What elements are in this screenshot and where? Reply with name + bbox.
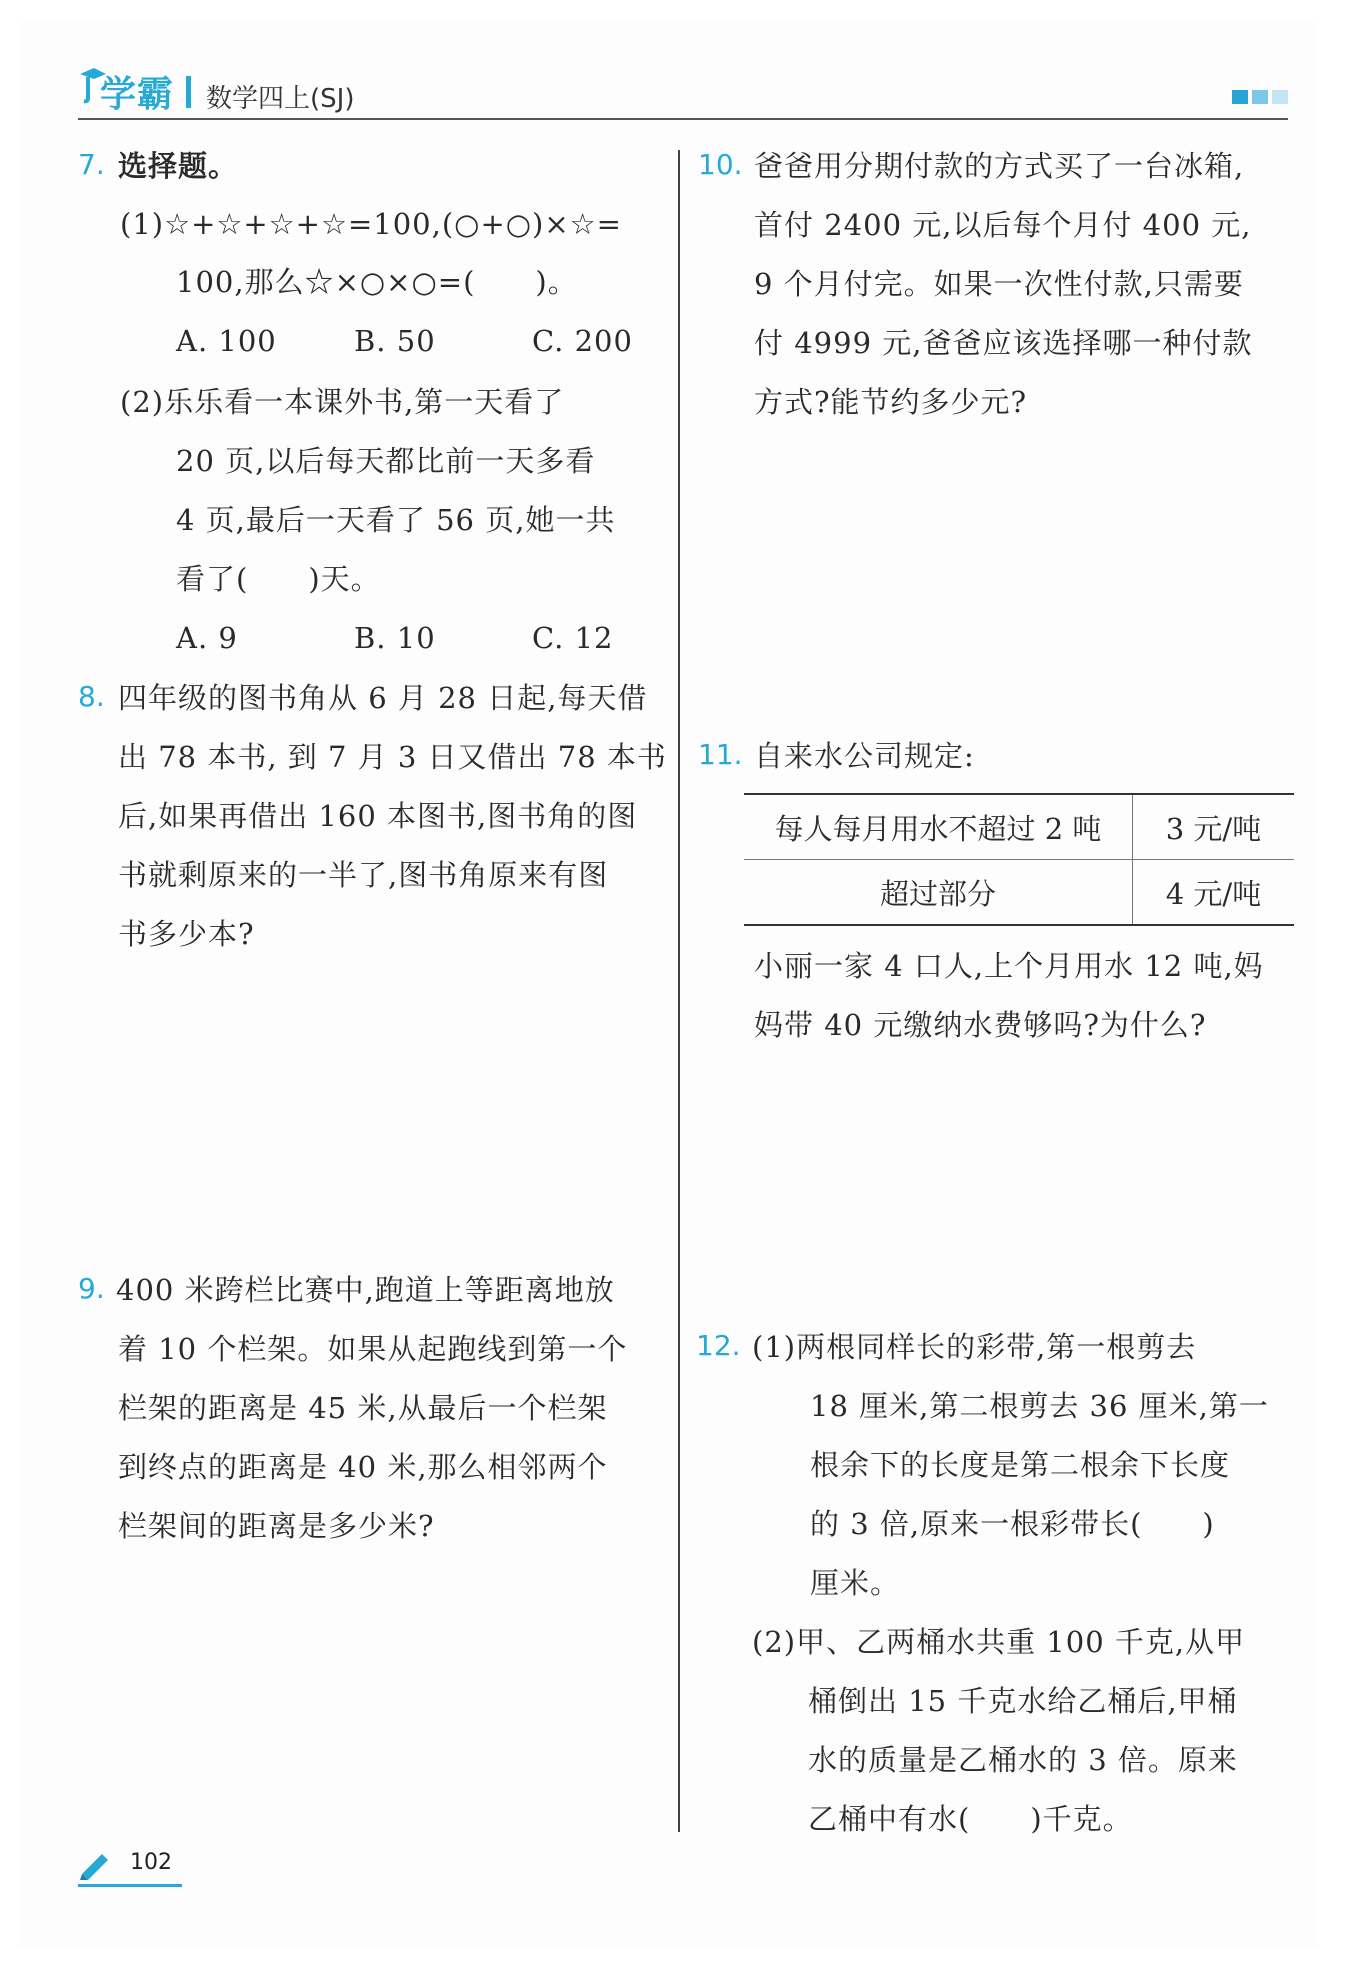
table-row xyxy=(744,794,1294,860)
column-divider xyxy=(678,150,680,1832)
option-b: B. 50 xyxy=(354,324,436,358)
pencil-icon xyxy=(78,1848,112,1880)
question-text: 20 页,以后每天都比前一天多看 xyxy=(176,444,596,478)
question-text: 付 4999 元,爸爸应该选择哪一种付款 xyxy=(754,326,1253,360)
question-text: 的 3 倍,原来一根彩带长( ) xyxy=(810,1507,1215,1541)
book-title: 数学四上(SJ) xyxy=(206,84,355,114)
option-c: C. 200 xyxy=(532,324,633,358)
question-text: 到终点的距离是 40 米,那么相邻两个 xyxy=(118,1450,608,1484)
option-b: B. 10 xyxy=(354,621,436,655)
question-text: 小丽一家 4 口人,上个月用水 12 吨,妈 xyxy=(754,949,1264,983)
question-text: 出 78 本书, 到 7 月 3 日又借出 78 本书 xyxy=(118,740,667,774)
question-text: 栏架的距离是 45 米,从最后一个栏架 xyxy=(118,1391,608,1425)
question-number: 7. xyxy=(78,148,105,181)
question-text: 首付 2400 元,以后每个月付 400 元, xyxy=(754,208,1252,242)
question-text: 400 米跨栏比赛中,跑道上等距离地放 xyxy=(116,1273,615,1307)
page-header xyxy=(78,60,1288,122)
question-text: 书多少本? xyxy=(118,917,255,951)
page-number: 102 xyxy=(130,1850,172,1875)
question-text: 着 10 个栏架。如果从起跑线到第一个 xyxy=(118,1332,628,1366)
question-text: 书就剩原来的一半了,图书角原来有图 xyxy=(118,858,609,892)
question-number: 8. xyxy=(78,680,105,713)
table-row xyxy=(744,860,1294,926)
question-text: 桶倒出 15 千克水给乙桶后,甲桶 xyxy=(808,1684,1238,1718)
question-text: 厘米。 xyxy=(810,1566,901,1600)
header-rule xyxy=(78,118,1288,120)
question-text: 看了( )天。 xyxy=(176,562,381,596)
table-cell: 超过部分 xyxy=(744,860,1133,926)
question-text: 方式?能节约多少元? xyxy=(754,385,1028,419)
question-number: 9. xyxy=(78,1272,105,1305)
question-text: 100,那么☆×○×○=( )。 xyxy=(176,265,578,299)
table-cell: 4 元/吨 xyxy=(1133,860,1295,926)
question-text: 栏架间的距离是多少米? xyxy=(118,1509,435,1543)
question-text: 妈带 40 元缴纳水费够吗?为什么? xyxy=(754,1008,1207,1042)
option-a: A. 100 xyxy=(176,324,277,358)
question-number: 12. xyxy=(696,1329,741,1362)
option-a: A. 9 xyxy=(176,621,238,655)
question-text: 爸爸用分期付款的方式买了一台冰箱, xyxy=(754,149,1245,183)
question-number: 10. xyxy=(698,148,743,181)
question-text: 后,如果再借出 160 本图书,图书角的图 xyxy=(118,799,638,833)
logo-text: 学霸 xyxy=(100,74,175,115)
question-text: (2)乐乐看一本课外书,第一天看了 xyxy=(120,385,565,419)
question-text: 18 厘米,第二根剪去 36 厘米,第一 xyxy=(810,1389,1269,1423)
question-text: 四年级的图书角从 6 月 28 日起,每天借 xyxy=(118,681,648,715)
question-number: 11. xyxy=(698,738,743,771)
table-cell: 每人每月用水不超过 2 吨 xyxy=(744,794,1133,860)
page-footer xyxy=(78,1848,218,1888)
option-c: C. 12 xyxy=(532,621,614,655)
brand-logo xyxy=(78,60,203,118)
header-squares-decoration xyxy=(1232,90,1288,104)
water-price-table xyxy=(744,793,1294,926)
table-cell: 3 元/吨 xyxy=(1133,794,1295,860)
question-text: 9 个月付完。如果一次性付款,只需要 xyxy=(754,267,1244,301)
question-text: 自来水公司规定: xyxy=(754,739,975,773)
question-title: 选择题。 xyxy=(118,149,239,183)
question-text: 水的质量是乙桶水的 3 倍。原来 xyxy=(808,1743,1238,1777)
question-text: (2)甲、乙两桶水共重 100 千克,从甲 xyxy=(752,1625,1246,1659)
logo-separator xyxy=(186,76,191,108)
question-text: (1)两根同样长的彩带,第一根剪去 xyxy=(752,1330,1197,1364)
footer-rule xyxy=(78,1884,182,1887)
question-text: 根余下的长度是第二根余下长度 xyxy=(810,1448,1231,1482)
question-text: 4 页,最后一天看了 56 页,她一共 xyxy=(176,503,616,537)
question-text: 乙桶中有水( )千克。 xyxy=(808,1802,1133,1836)
question-text: (1)☆+☆+☆+☆=100,(○+○)×☆= xyxy=(120,207,622,241)
